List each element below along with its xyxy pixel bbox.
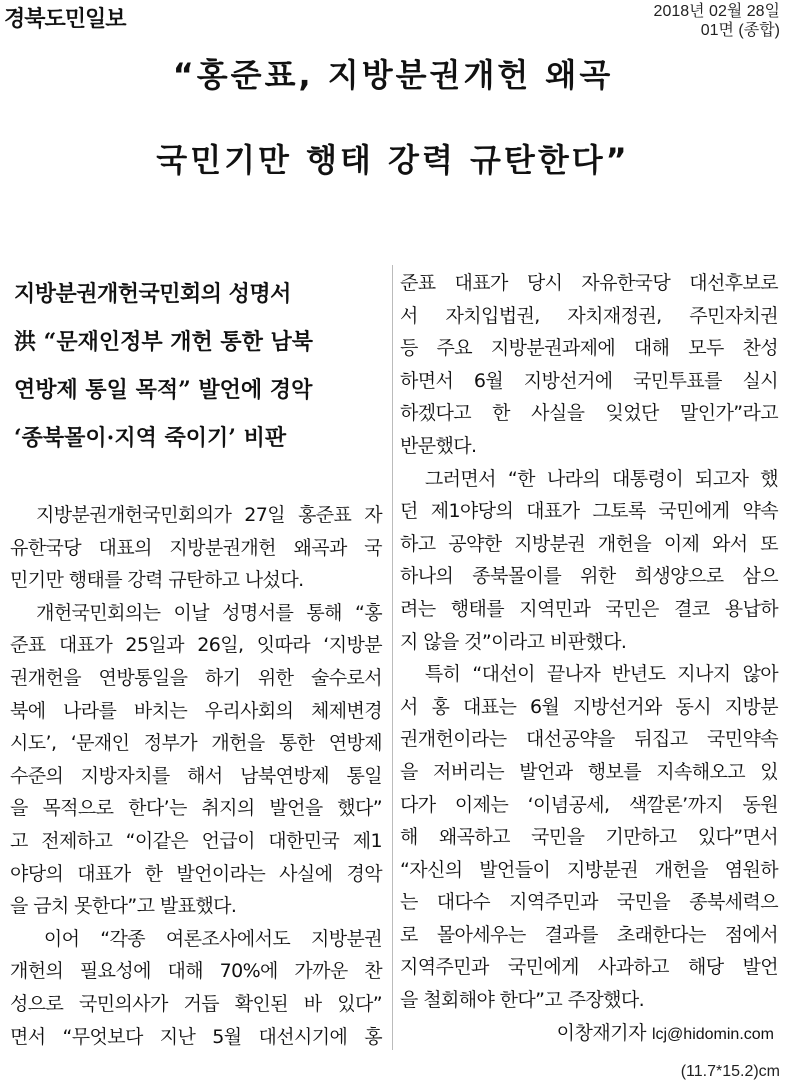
- body-line: 하나의 종북몰이를 위한 희생양으로 삼으: [400, 565, 778, 588]
- body-line: 을 금치 못한다”고 발표했다.: [10, 895, 237, 918]
- body-line: 지 않을 것”이라고 비판했다.: [400, 630, 627, 653]
- body-line: 등 주요 지방분권과제에 대해 모두 찬성: [400, 337, 778, 360]
- body-line: 개헌의 필요성에 대해 70%에 가까운 찬: [10, 960, 382, 983]
- reporter-email: lcj@hidomin.com: [651, 1026, 774, 1043]
- body-line: 지방분권개헌국민회의가 27일 홍준표 자: [10, 504, 382, 526]
- body-line: 개헌국민회의는 이날 성명서를 통해 “홍: [10, 601, 382, 624]
- deck-line-3: ‘종북몰이·지역 죽이기’ 비판: [14, 425, 287, 451]
- body-line: 수준의 지방자치를 해서 남북연방제 통일: [10, 764, 382, 787]
- headline-line-1: “홍준표, 지방분권개헌 왜곡: [172, 56, 614, 94]
- body-line: 시도’, ‘문재인 정부가 개헌을 통한 연방제: [10, 732, 382, 755]
- body-line: 을 목적으로 한다’는 취지의 발언을 했다”: [10, 797, 382, 820]
- clipping-size-note: (11.7*15.2)cm: [680, 1063, 780, 1080]
- body-line: 던 제1야당의 대표가 그토록 국민에게 약속: [400, 500, 778, 523]
- body-line: 특히 “대선이 끝나자 반년도 지나지 않아: [400, 663, 778, 686]
- issue-page: 01면 (종합): [700, 22, 780, 39]
- article-subtitle: 지방분권개헌국민회의 성명서: [14, 282, 291, 307]
- body-line: 지역주민과 국민에게 사과하고 해당 발언: [400, 956, 778, 979]
- body-column-right: [400, 267, 778, 1017]
- headline-line-2: 국민기만 행태 강력 규탄한다”: [156, 141, 630, 179]
- body-line: 권개헌을 연방통일을 하기 위한 술수로서: [10, 666, 382, 689]
- body-line: 면서 “무엇보다 지난 5월 대선시기에 홍: [10, 1025, 382, 1048]
- body-line: “자신의 발언들이 지방분권 개헌을 염원하: [400, 858, 778, 881]
- body-line: 고 전제하고 “이같은 언급이 대한민국 제1: [10, 829, 382, 852]
- body-line: 준표 대표가 25일과 26일, 잇따라 ‘지방분: [10, 634, 382, 657]
- body-line: 하겠다고 한 사실을 잊었단 말인가”라고: [400, 402, 778, 425]
- reporter-name: 이창재기자: [556, 1022, 646, 1044]
- body-line: 는 대다수 지역주민과 국민을 종북세력으: [400, 891, 778, 914]
- reporter-byline: [557, 1018, 774, 1045]
- body-line: 민기만 행태를 강력 규탄하고 나섰다.: [10, 569, 304, 592]
- body-line: 다가 이제는 ‘이념공세, 색깔론’까지 동원: [400, 793, 778, 816]
- issue-meta: [654, 2, 780, 40]
- deck-line-2: 연방제 통일 목적” 발언에 경악: [14, 377, 313, 403]
- column-divider: [392, 265, 393, 1050]
- body-line: 을 철회해야 한다”고 주장했다.: [400, 989, 645, 1012]
- body-column-left: [10, 499, 382, 1053]
- body-line: 그러면서 “한 나라의 대통령이 되고자 했: [400, 467, 778, 490]
- body-line: 을 저버리는 발언과 행보를 지속해오고 있: [400, 760, 778, 783]
- body-line: 준표 대표가 당시 자유한국당 대선후보로: [400, 272, 778, 294]
- body-line: 권개헌이라는 대선공약을 뒤집고 국민약속: [400, 728, 778, 751]
- body-line: 반문했다.: [400, 434, 477, 457]
- newspaper-masthead: 경북도민일보: [4, 7, 126, 32]
- body-line: 해 왜곡하고 국민을 기만하고 있다”면서: [400, 826, 778, 849]
- body-line: 하고 공약한 지방분권 개헌을 이제 와서 또: [400, 532, 778, 555]
- body-line: 서 자치입법권, 자치재정권, 주민자치권: [400, 304, 778, 327]
- body-line: 려는 행태를 지역민과 국민은 결코 용납하: [400, 597, 778, 620]
- body-line: 유한국당 대표의 지방분권개헌 왜곡과 국: [10, 536, 382, 559]
- body-line: 성으로 국민의사가 거듭 확인된 바 있다”: [10, 992, 382, 1015]
- body-line: 북에 나라를 바치는 우리사회의 체제변경: [10, 699, 382, 722]
- body-line: 로 몰아세우는 결과를 초래한다는 점에서: [400, 923, 778, 946]
- body-line: 서 홍 대표는 6월 지방선거와 동시 지방분: [400, 695, 778, 718]
- issue-date: 2018년 02월 28일: [653, 3, 780, 20]
- body-line: 하면서 6월 지방선거에 국민투표를 실시: [400, 369, 778, 392]
- deck-line-1: 洪 “문재인정부 개헌 통한 남북: [14, 329, 314, 355]
- body-line: 야당의 대표가 한 발언이라는 사실에 경악: [10, 862, 382, 885]
- body-line: 이어 “각종 여론조사에서도 지방분권: [10, 927, 382, 950]
